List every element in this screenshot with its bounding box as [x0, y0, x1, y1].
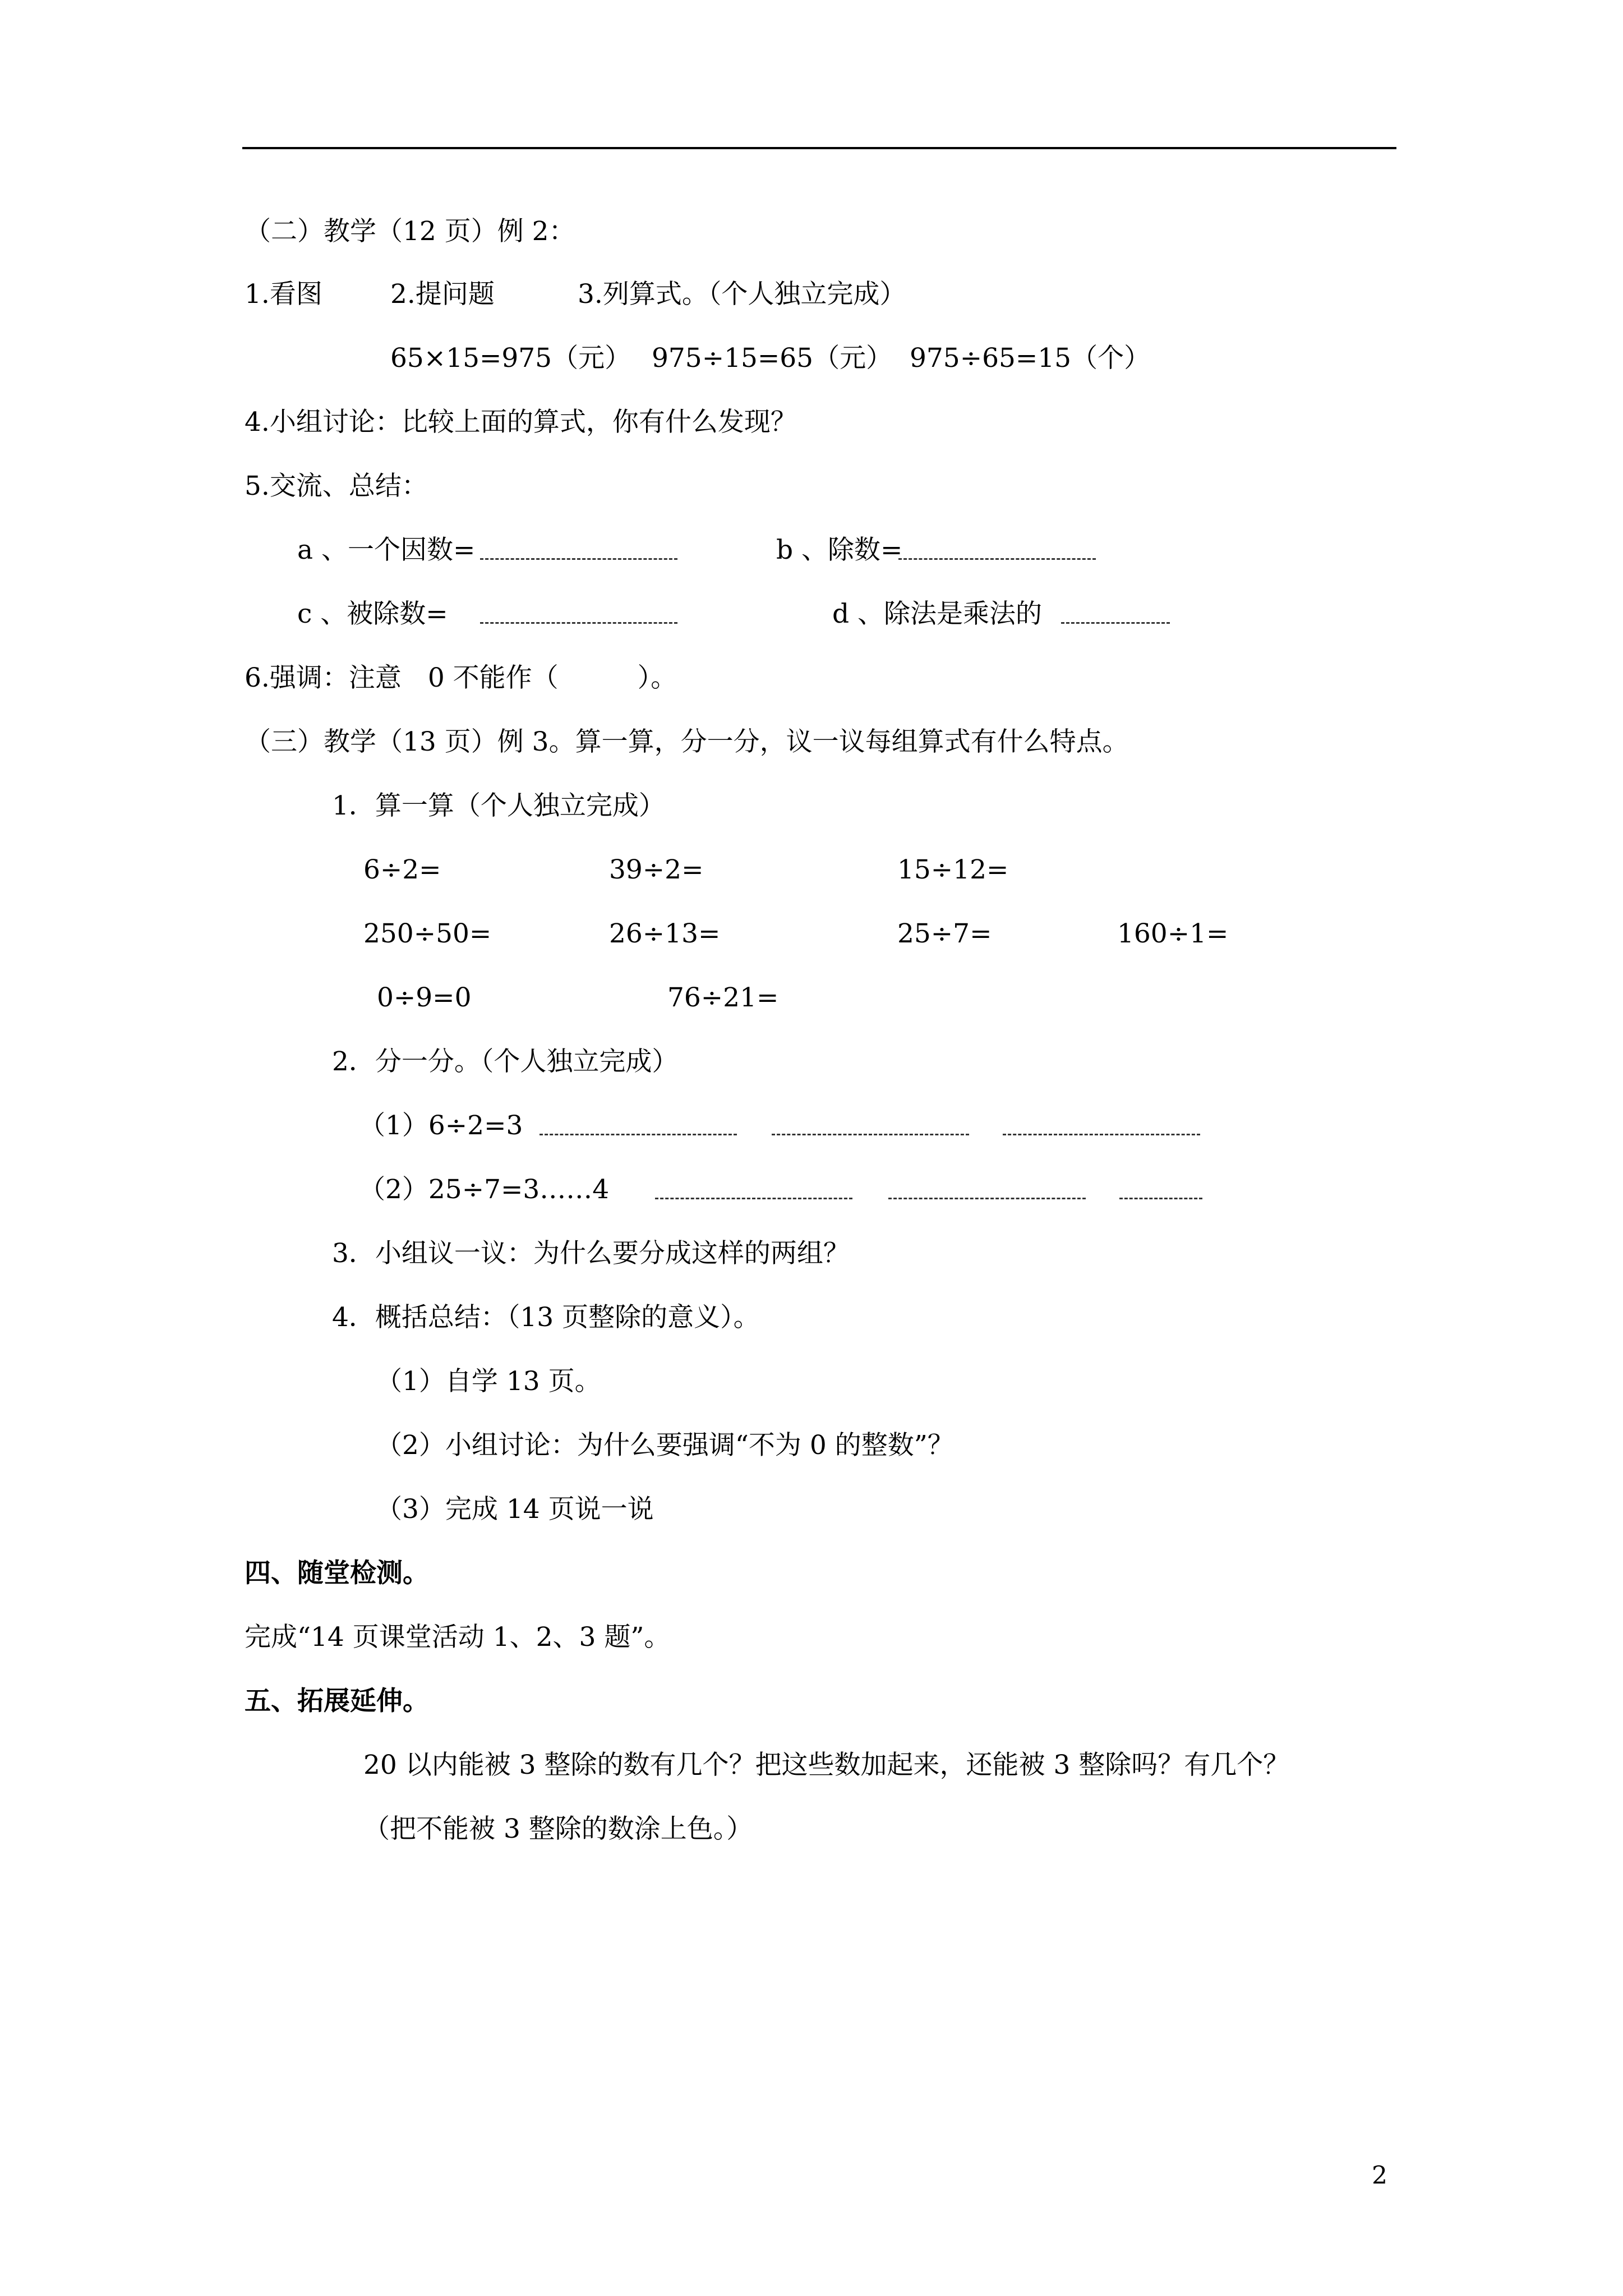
- section-3-title: （三）教学（13 页）例 3。算一算，分一分，议一议每组算式有什么特点。: [245, 726, 1129, 757]
- classify-item-2: （2）25÷7=3……4: [359, 1174, 610, 1205]
- calc-item: 76÷21=: [667, 982, 779, 1013]
- section-2-title: （二）教学（12 页）例 2：: [245, 216, 575, 247]
- classify-blank: [1003, 1134, 1200, 1135]
- section-4-title: 四、随堂检测。: [245, 1558, 429, 1589]
- section-5-text-1: 20 以内能被 3 整除的数有几个？把这些数加起来，还能被 3 整除吗？有几个？: [363, 1750, 1290, 1780]
- calc-item: 250÷50=: [363, 918, 492, 949]
- fill-a-blank: [480, 558, 677, 560]
- calc-item: 25÷7=: [897, 918, 992, 949]
- equation-2: 975÷15=65（元）: [652, 343, 893, 374]
- summary-item-1: （1）自学 13 页。: [376, 1366, 601, 1397]
- classify-blank: [540, 1134, 737, 1135]
- classify-blank: [888, 1198, 1086, 1199]
- calc-item: 160÷1=: [1117, 918, 1229, 949]
- classify-title: 2．分一分。（个人独立完成）: [332, 1046, 679, 1077]
- calc-item: 0÷9=0: [377, 982, 472, 1013]
- discuss-title: 3．小组议一议：为什么要分成这样的两组？: [332, 1238, 850, 1269]
- equation-3: 975÷65=15（个）: [910, 343, 1151, 374]
- calc-item: 26÷13=: [609, 918, 721, 949]
- fill-c-blank: [480, 622, 677, 624]
- calc-item: 39÷2=: [609, 854, 704, 885]
- step-4: 4.小组讨论：比较上面的算式，你有什么发现？: [245, 407, 797, 438]
- step-1: 1.看图: [245, 279, 322, 310]
- classify-blank: [1119, 1198, 1202, 1199]
- section-4-text: 完成“14 页课堂活动 1、2、3 题”。: [245, 1622, 671, 1653]
- fill-c-label: c 、被除数=: [297, 599, 448, 629]
- summary-item-3: （3）完成 14 页说一说: [376, 1494, 654, 1525]
- classify-item-1: （1）6÷2=3: [359, 1110, 523, 1141]
- equation-1: 65×15=975（元）: [390, 343, 631, 374]
- fill-a-label: a 、一个因数=: [297, 535, 476, 565]
- fill-b-label: b 、除数=: [776, 535, 903, 565]
- step-5: 5.交流、总结：: [245, 471, 428, 501]
- calc-item: 15÷12=: [897, 854, 1009, 885]
- section-5-title: 五、拓展延伸。: [245, 1686, 429, 1717]
- step-6: 6.强调：注意 0 不能作（ ）。: [245, 662, 677, 693]
- section-5-text-2: （把不能被 3 整除的数涂上色。）: [363, 1814, 753, 1844]
- header-rule: [242, 147, 1396, 149]
- classify-blank: [655, 1198, 852, 1199]
- step-3: 3.列算式。（个人独立完成）: [578, 279, 906, 310]
- calc-item: 6÷2=: [363, 854, 441, 885]
- summary-item-2: （2）小组讨论：为什么要强调“不为 0 的整数”？: [376, 1430, 954, 1461]
- page-number: 2: [1372, 2161, 1387, 2190]
- fill-d-blank: [1061, 622, 1170, 624]
- calc-title: 1．算一算（个人独立完成）: [332, 790, 665, 821]
- classify-blank: [772, 1134, 969, 1135]
- fill-d-label: d 、除法是乘法的: [832, 599, 1043, 629]
- step-2: 2.提问题: [390, 279, 495, 310]
- summary-title: 4．概括总结：（13 页整除的意义）。: [332, 1302, 760, 1333]
- fill-b-blank: [898, 558, 1096, 560]
